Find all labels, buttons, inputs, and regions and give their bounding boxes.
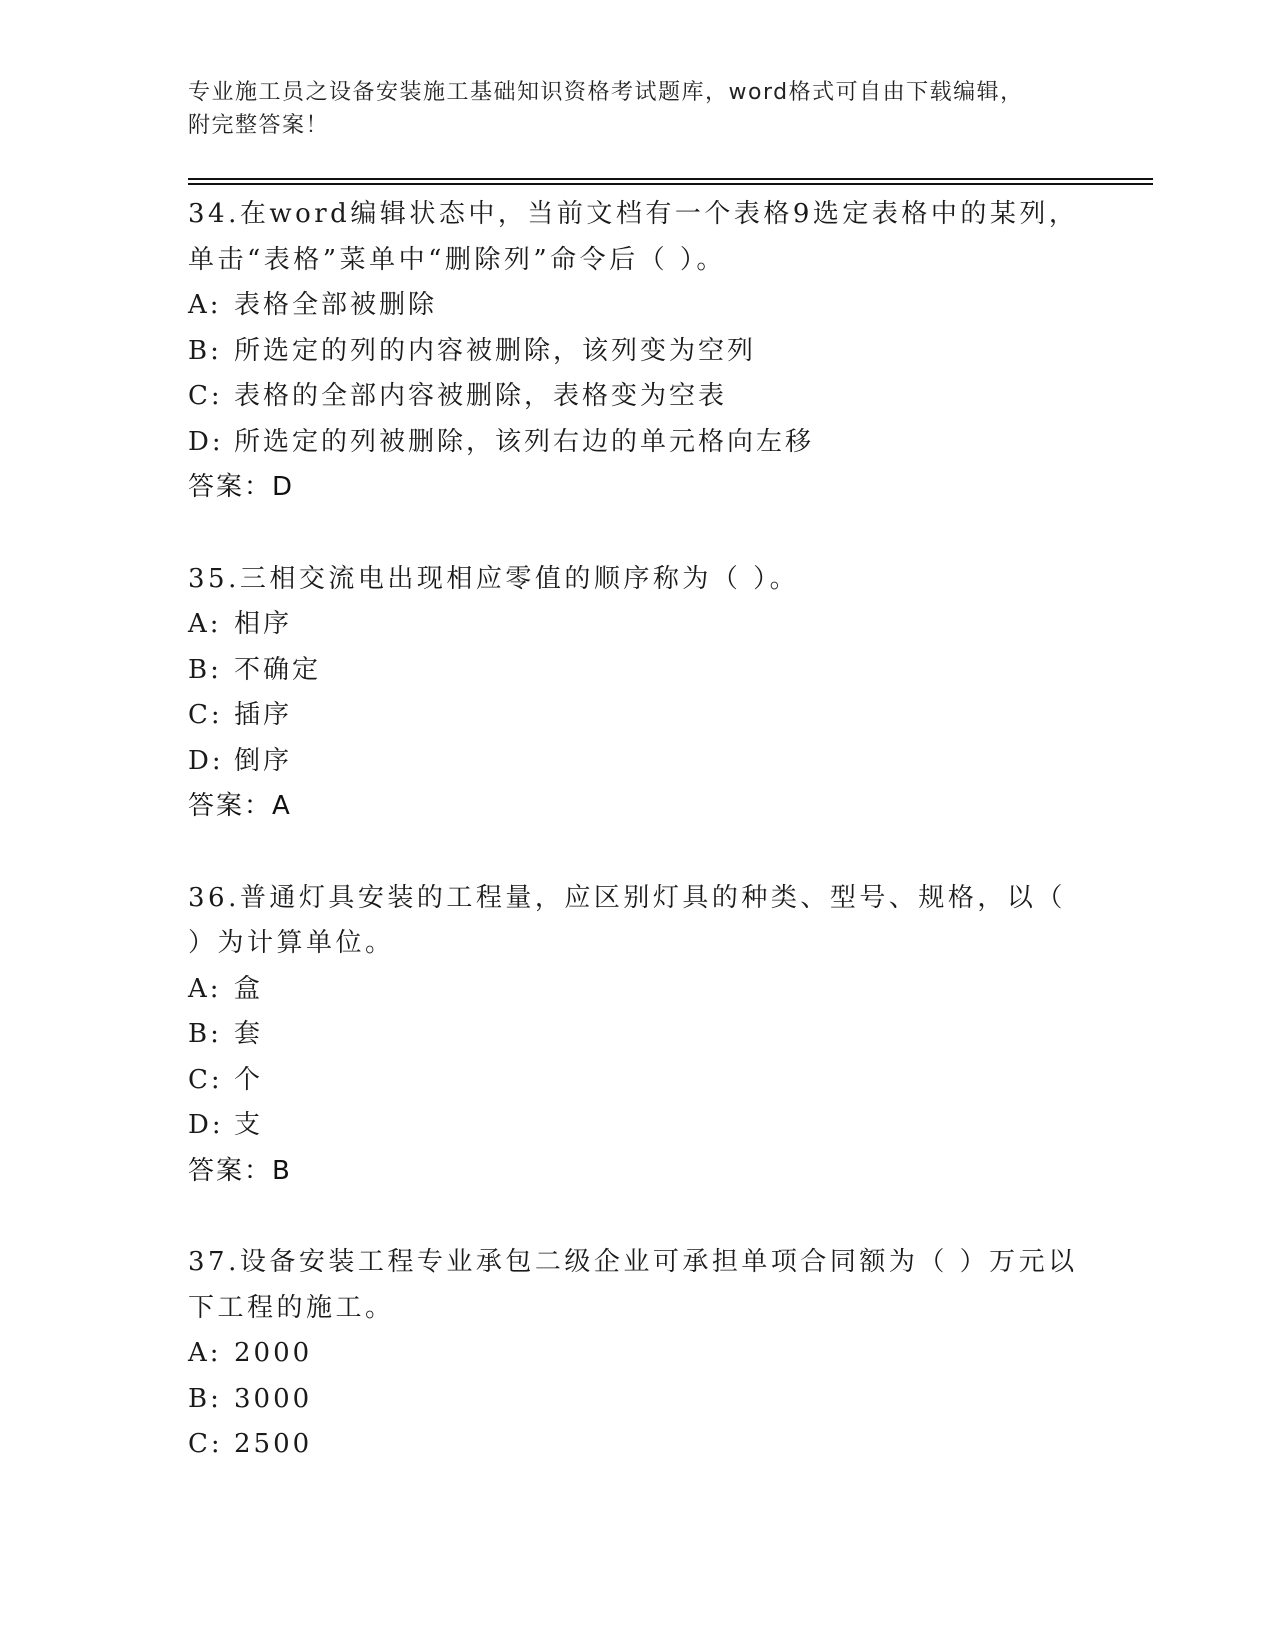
option-text: 不确定 [234,654,322,685]
question-37 [188,1240,1078,1468]
option-b [188,329,1068,375]
header-divider-top [188,178,1153,180]
question-stem-line: 下工程的施工。 [188,1292,395,1323]
option-a [188,1331,1068,1377]
option-key: B: [188,654,222,685]
answer-line: 答案：B [188,1155,292,1186]
question-36 [188,876,1068,1195]
option-text: 个 [234,1064,264,1095]
question-35 [188,557,1068,830]
option-c [188,374,1068,420]
question-34 [188,192,1079,511]
option-text: 2500 [234,1429,313,1459]
header-divider-bottom [188,183,1153,185]
option-key: D: [188,426,224,457]
option-b [188,1377,1068,1423]
option-text: 表格的全部内容被删除，表格变为空表 [234,381,728,411]
option-key: C: [188,381,223,411]
option-key: B: [188,1019,222,1049]
option-text: 所选定的列的内容被删除，该列变为空列 [234,335,757,366]
option-key: C: [188,1429,223,1459]
header-line-2: 附完整答案！ [188,113,330,138]
option-a [188,602,1068,648]
option-key: B: [188,1383,222,1414]
question-stem-line: 35.三相交流电出现相应零值的顺序称为（ ）。 [188,563,800,594]
option-key: A: [188,609,222,639]
question-stem-line: 36.普通灯具安装的工程量，应区别灯具的种类、型号、规格，以（ [188,882,1066,913]
option-text: 表格全部被删除 [234,290,438,320]
option-a [188,283,1068,329]
option-d [188,739,1068,785]
document-header [188,76,1068,142]
question-list [188,192,1079,1514]
option-b [188,648,1068,694]
option-d [188,1103,1068,1149]
option-key: A: [188,290,222,320]
option-text: 相序 [234,609,293,639]
option-text: 支 [234,1110,264,1140]
question-stem-line: 37.设备安装工程专业承包二级企业可承担单项合同额为（ ）万元以 [188,1247,1078,1277]
option-c [188,1058,1068,1104]
option-text: 套 [234,1019,264,1049]
option-key: D: [188,1110,224,1140]
header-line-1: 专业施工员之设备安装施工基础知识资格考试题库，word格式可自由下载编辑， [188,80,1024,105]
option-key: C: [188,1064,223,1095]
question-stem-line: ）为计算单位。 [188,928,395,958]
option-key: C: [188,700,223,730]
option-key: A: [188,973,222,1004]
option-key: D: [188,745,224,776]
option-c [188,693,1068,739]
option-c [188,1422,1068,1468]
option-text: 插序 [234,700,293,730]
option-text: 2000 [234,1338,313,1368]
option-d [188,420,1068,466]
option-text: 盒 [234,973,264,1004]
question-stem-line: 34.在word编辑状态中，当前文档有一个表格9选定表格中的某列， [188,199,1079,229]
answer-line: 答案：D [188,472,295,502]
option-text: 倒序 [234,745,293,776]
option-a [188,967,1068,1013]
question-stem-line: 单击“表格”菜单中“删除列”命令后（ ）。 [188,244,726,275]
option-key: A: [188,1338,222,1368]
answer-line: 答案：A [188,791,292,821]
option-b [188,1012,1068,1058]
option-text: 所选定的列被删除，该列右边的单元格向左移 [234,426,815,457]
option-text: 3000 [234,1383,313,1414]
option-key: B: [188,335,222,366]
